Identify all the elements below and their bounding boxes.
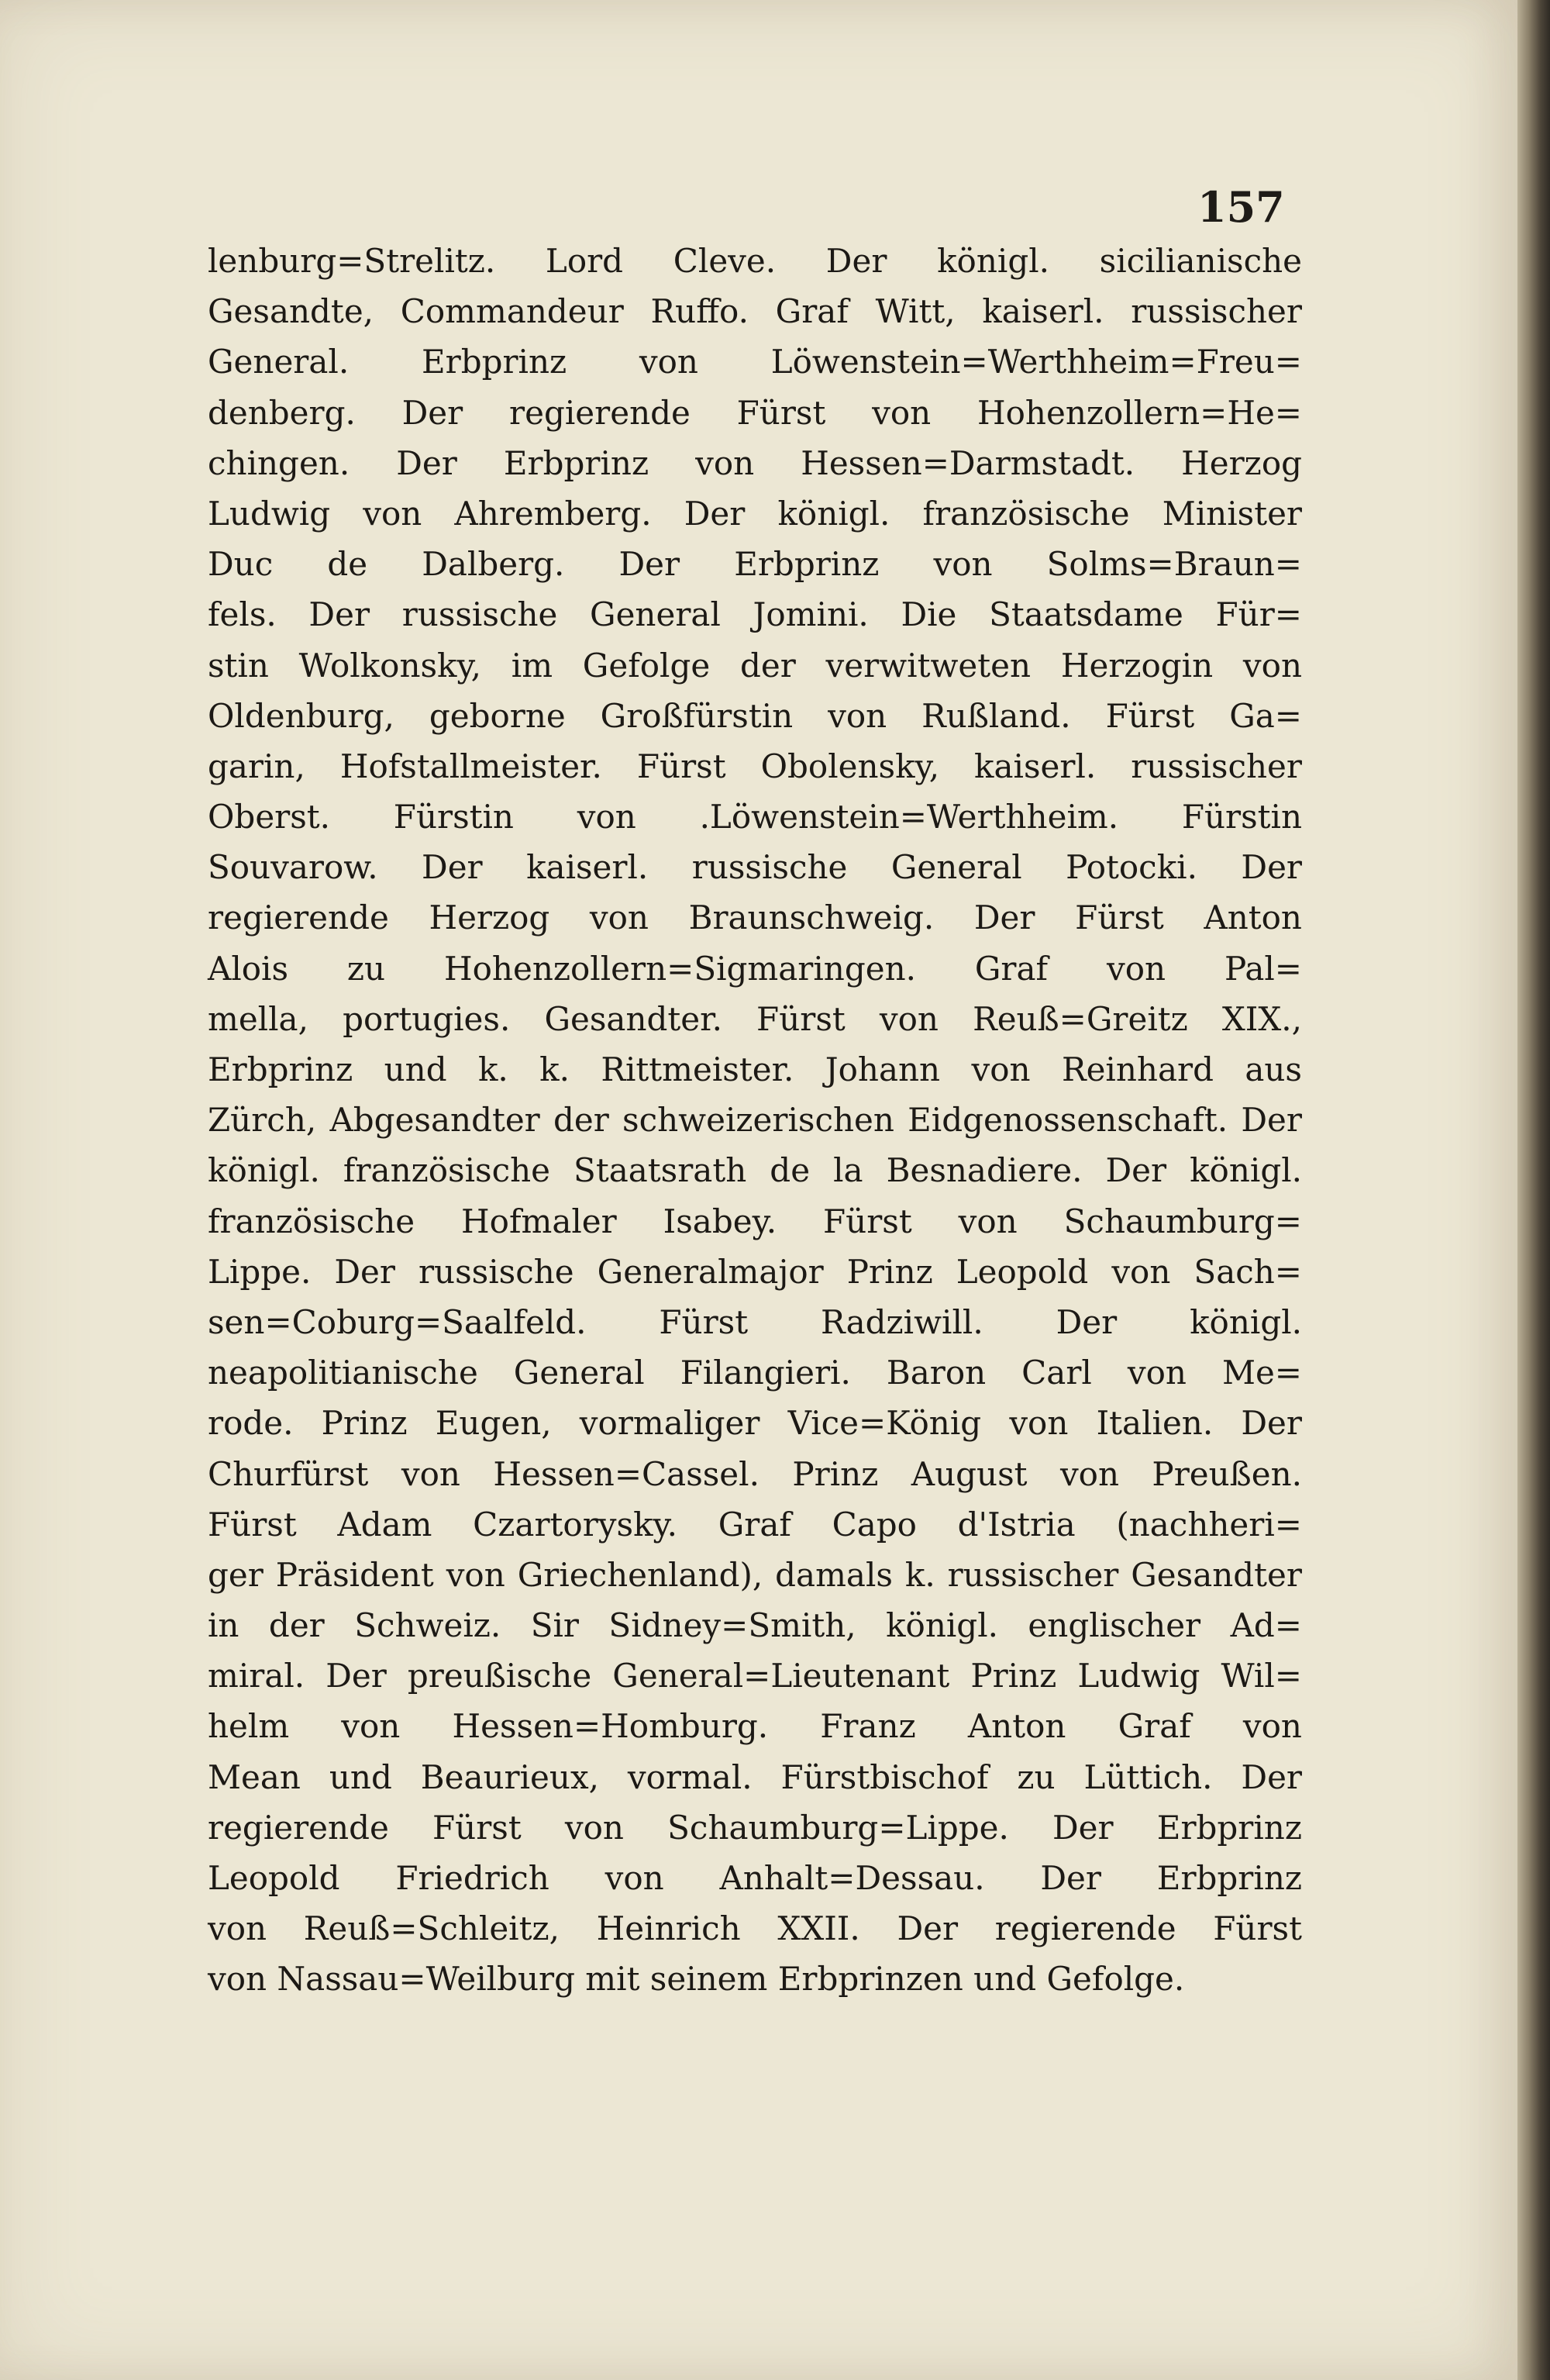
body-text [208,236,1302,2005]
text-line: ger Präsident von Griechenland), damals k. russischer Gesandter [208,1555,1302,1594]
text-line: von Reuß=Schleitz, Heinrich XXII. Der regierende Fürst [208,1909,1302,1948]
text-line: königl. französische Staatsrath de la Besnadiere. Der königl. [208,1151,1302,1190]
text-line: regierende Herzog von Braunschweig. Der Fürst Anton [208,899,1302,937]
page-number: 157 [1197,182,1285,232]
text-line: miral. Der preußische General=Lieutenant Prinz Ludwig Wil= [208,1657,1302,1695]
text-line: Gesandte, Commandeur Ruffo. Graf Witt, kaiserl. russischer [208,292,1302,331]
text-line: Lippe. Der russische Generalmajor Prinz Leopold von Sach= [208,1252,1302,1291]
text-line: stin Wolkonsky, im Gefolge der verwitweten Herzogin von [208,646,1302,685]
text-line: lenburg=Strelitz. Lord Cleve. Der königl. sicilianische [208,242,1302,280]
text-line: französische Hofmaler Isabey. Fürst von Schaumburg= [208,1202,1302,1240]
book-edge [1517,0,1550,2380]
text-line: General. Erbprinz von Löwenstein=Werthheim=Freu= [208,343,1302,381]
text-line: denberg. Der regierende Fürst von Hohenzollern=He= [208,393,1302,432]
text-line: garin, Hofstallmeister. Fürst Obolensky, kaiserl. russischer [208,747,1302,785]
text-line: regierende Fürst von Schaumburg=Lippe. Der Erbprinz [208,1808,1302,1847]
text-line: Erbprinz und k. k. Rittmeister. Johann von Reinhard aus [208,1050,1302,1088]
text-line: Mean und Beaurieux, vormal. Fürstbischof zu Lüttich. Der [208,1757,1302,1796]
text-line: Zürch, Abgesandter der schweizerischen Eidgenossenschaft. Der [208,1101,1302,1140]
text-line: Leopold Friedrich von Anhalt=Dessau. Der Erbprinz [208,1859,1302,1897]
text-line: Oldenburg, geborne Großfürstin von Rußland. Fürst Ga= [208,696,1302,735]
text-line: mella, portugies. Gesandter. Fürst von Reuß=Greitz XIX., [208,999,1302,1038]
text-line: chingen. Der Erbprinz von Hessen=Darmstadt. Herzog [208,443,1302,482]
text-line: neapolitianische General Filangieri. Baron Carl von Me= [208,1354,1302,1392]
text-line: Churfürst von Hessen=Cassel. Prinz August von Preußen. [208,1454,1302,1493]
text-line: Oberst. Fürstin von .Löwenstein=Werthheim. Fürstin [208,798,1302,836]
text-line: sen=Coburg=Saalfeld. Fürst Radziwill. Der königl. [208,1302,1302,1341]
text-line: rode. Prinz Eugen, vormaliger Vice=König von Italien. Der [208,1404,1302,1443]
text-line: in der Schweiz. Sir Sidney=Smith, königl. englischer Ad= [208,1606,1302,1645]
text-line: Ludwig von Ahremberg. Der königl. französische Minister [208,494,1302,533]
text-line: fels. Der russische General Jomini. Die Staatsdame Für= [208,595,1302,634]
text-line: Alois zu Hohenzollern=Sigmaringen. Graf von Pal= [208,949,1302,988]
text-line: Fürst Adam Czartorysky. Graf Capo d'Istria (nachheri= [208,1505,1302,1544]
text-line: von Nassau=Weilburg mit seinem Erbprinzen und Gefolge. [208,1960,1185,1999]
text-line: Souvarow. Der kaiserl. russische General Potocki. Der [208,848,1302,887]
text-line: helm von Hessen=Homburg. Franz Anton Graf von [208,1707,1302,1746]
text-line: Duc de Dalberg. Der Erbprinz von Solms=Braun= [208,545,1302,584]
